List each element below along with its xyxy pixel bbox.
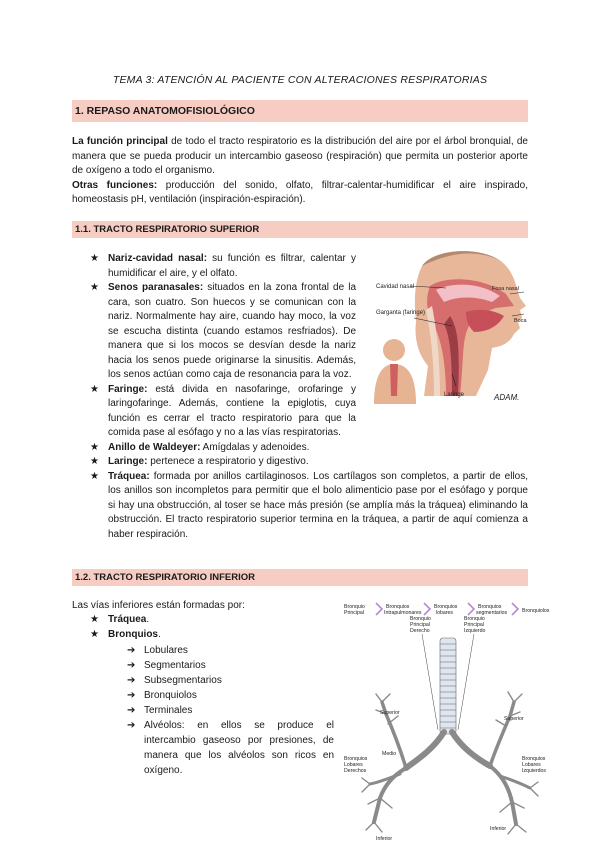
list-item-term: Anillo de Waldeyer: — [108, 441, 201, 453]
list-item — [72, 628, 332, 643]
list-item-term: Senos paranasales: — [108, 282, 204, 293]
star-bullet-icon: ★ — [90, 470, 99, 482]
star-bullet-icon: ★ — [90, 456, 99, 467]
lower-tract-intro: Las vías inferiores están formadas por: — [72, 600, 245, 611]
list-item — [72, 281, 356, 383]
arrow-bullet-icon: ➔ — [127, 720, 136, 731]
label-left-inferior: Inferior — [490, 826, 507, 832]
label-right-inferior: Inferior — [376, 836, 393, 842]
star-bullet-icon: ★ — [90, 628, 99, 640]
label-mouth: Boca — [514, 318, 527, 324]
bronchial-tree-illustration — [340, 598, 554, 844]
flow-step: Bronquios segmentarios — [476, 604, 508, 616]
sublist-item-text: Lobulares — [144, 645, 188, 656]
list-item — [72, 441, 528, 456]
label-right-main-bronchus: Bronquio Principal Derecho — [410, 616, 431, 634]
list-item-term: Tráquea — [108, 614, 147, 625]
star-bullet-icon: ★ — [90, 383, 99, 395]
list-item-text: . — [158, 628, 161, 640]
sublist-item — [72, 658, 334, 673]
sublist-item-text: Segmentarios — [144, 660, 206, 671]
sublist-item-text: Bronquiolos — [144, 690, 197, 701]
star-bullet-icon: ★ — [90, 253, 99, 264]
list-item — [72, 383, 356, 441]
label-left-main-bronchus: Bronquio Principal Izquierdo — [464, 616, 486, 634]
trachea-drawing — [440, 638, 456, 734]
list-item-text: . — [146, 614, 150, 625]
flow-step: Bronquios lobares — [434, 604, 458, 616]
other-functions-text: producción del sonido, olfato, filtrar-calentar-humidificar el aire inspirado, homeostasis pH, ventilación (inspiración-espiración). — [72, 179, 528, 205]
list-item-text: formada por anillos cartilaginosos. Los cartílagos son completos, a partir de ellos, los anillos son incompletos para permitir que el bolo alimenticio pase por el esófago y porque si hay una obstrucción, al toser se hace más presión (se amplía más la tráquea) eliminando la obstrucción. El tracto respiratorio superior termina en la tráquea, a partir de aquí comienza a haber respiración. — [108, 470, 528, 540]
list-item-term: Nariz-cavidad nasal: — [108, 253, 208, 264]
list-item-term: Tráquea: — [108, 470, 150, 482]
sublist-item — [72, 688, 334, 703]
star-bullet-icon: ★ — [90, 441, 99, 453]
list-item — [72, 252, 356, 281]
label-throat: Garganta (faringe) — [376, 310, 426, 316]
list-item-text: su función es filtrar, calentar y humidificar el aire, y el olfato. — [108, 253, 356, 279]
intro-text: de todo el tracto respiratorio es la distribución del aire por el árbol bronquial, de manera que se pueda producir un intercambio gaseoso (respiración) que permita un posterior aporte de oxígeno a todo el organismo. — [72, 136, 528, 176]
arrow-bullet-icon: ➔ — [127, 705, 136, 716]
list-item-text: está divida en nasofaringe, orofaringe y laringofaringe. Además, contiene la epiglotis, cuya función es cerrar el tracto respiratorio para que la comida pase al esófago y no a las vías respiratorias. — [108, 383, 356, 438]
other-functions-bold: Otras funciones: — [72, 179, 158, 191]
label-nostril: Fosa nasal — [492, 286, 519, 292]
sublist-item — [72, 673, 334, 688]
lower-tract-list — [72, 613, 332, 642]
label-left-superior: Superior — [504, 716, 524, 722]
sublist-item — [72, 643, 334, 658]
bronchi-sublist — [72, 643, 334, 778]
flow-step: Bronquio Principal — [344, 604, 365, 616]
section-heading-1-2-text: 1.2. TRACTO RESPIRATORIO INFERIOR — [75, 572, 255, 583]
arrow-bullet-icon: ➔ — [127, 675, 136, 686]
list-item-text: Amígdalas y adenoides. — [200, 441, 310, 453]
list-item-text: situados en la zona frontal de la cara, son cuatro. Son huecos y se comunican con la nariz. Normalmente hay aire, cuando hay moco, la voz se escucha distinta (cuando estamos resfriados). De manera que si los mocos se desvían desde la nariz hacia los senos puede originarse la sinusitis. Además, los senos actúan como caja de resonancia para la voz. — [108, 282, 357, 380]
flow-step: Bronquios Intrapulmonares — [384, 604, 422, 616]
sublist-item — [72, 718, 334, 778]
intro-paragraph — [72, 135, 528, 208]
list-item-term: Faringe: — [108, 383, 148, 395]
section-heading-1-2 — [72, 569, 528, 586]
arrow-bullet-icon: ➔ — [127, 690, 136, 701]
section-heading-1-text: 1. REPASO ANATOMOFISIOLÓGICO — [75, 105, 255, 117]
sublist-item — [72, 703, 334, 718]
sublist-item-text: Alvéolos: en ellos se produce el intercambio gaseoso por presiones, de manera que los alvéolos son ricos en oxígeno. — [144, 720, 334, 776]
label-nasal-cavity: Cavidad nasal — [376, 284, 415, 290]
list-item — [72, 455, 528, 470]
arrow-bullet-icon: ➔ — [127, 645, 136, 656]
intro-bold: La función principal — [72, 136, 168, 147]
sublist-item-text: Terminales — [144, 705, 193, 716]
label-right-lobar: Bronquios Lobares Derechos — [344, 756, 368, 774]
adam-logo: ADAM. — [494, 393, 520, 402]
star-bullet-icon: ★ — [90, 614, 99, 625]
sublist-item-text: Subsegmentarios — [144, 675, 222, 686]
label-medium: Medio — [382, 751, 397, 757]
list-item-term: Bronquios — [108, 628, 158, 640]
label-left-lobar: Bronquios Lobares Izquierdos — [522, 756, 546, 774]
section-heading-1-1 — [72, 221, 528, 238]
section-heading-1-1-text: 1.1. TRACTO RESPIRATORIO SUPERIOR — [75, 224, 260, 235]
document-title: TEMA 3: ATENCIÓN AL PACIENTE CON ALTERACIONES RESPIRATORIAS — [112, 74, 488, 86]
arrow-bullet-icon: ➔ — [127, 660, 136, 671]
flow-step: Bronquiolos — [522, 608, 550, 614]
label-right-superior: Superior — [380, 710, 400, 716]
list-item-term: Laringe: — [108, 456, 148, 467]
label-larynx: Laringe — [444, 392, 465, 398]
list-item — [72, 470, 528, 543]
upper-airway-illustration — [364, 246, 530, 404]
list-item-text: pertenece a respiratorio y digestivo. — [147, 456, 309, 467]
section-heading-1 — [72, 100, 528, 122]
list-item — [72, 613, 332, 628]
star-bullet-icon: ★ — [90, 282, 99, 293]
